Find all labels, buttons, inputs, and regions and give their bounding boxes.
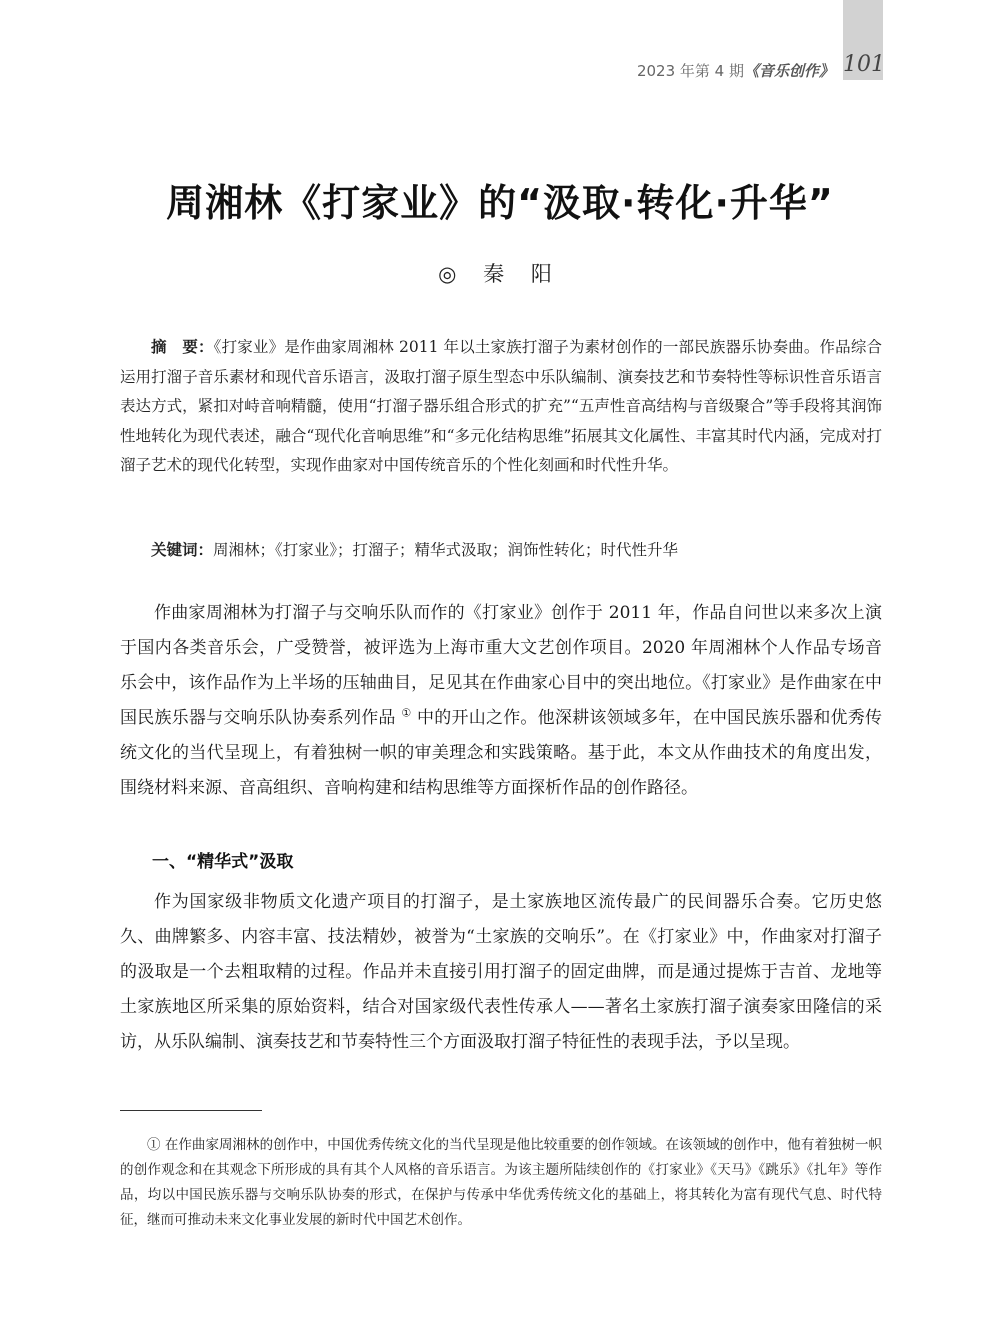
- footnote-divider: [120, 1110, 262, 1111]
- body-paragraph-1: [120, 596, 882, 806]
- article-title: 周湘林《打家业》的“汲取·转化·升华”: [166, 181, 834, 225]
- keywords-label: 关键词：: [151, 541, 214, 559]
- article-author: ◎ 秦 阳: [438, 262, 562, 286]
- issue-label: 2023 年第 4 期: [636, 62, 744, 80]
- journal-name: 《音乐创作》: [743, 62, 834, 80]
- abstract-text: 《打家业》是作曲家周湘林 2011 年以土家族打溜子为素材创作的一部民族器乐协奏曲。作品综合运用打溜子音乐素材和现代音乐语言，汲取打溜子原生型态中乐队编制、演奏技艺和节奏特性等标识性音乐语言表达方式，紧扣对峙音响精髓，使用“打溜子器乐组合形式的扩充”“五声性音高结构与音级聚合”等手段将其润饰性地转化为现代表述，融合“现代化音响思维”和“多元化结构思维”拓展其文化属性、丰富其时代内涵，完成对打溜子艺术的现代化转型，实现作曲家对中国传统音乐的个性化刻画和时代性升华。: [120, 338, 882, 474]
- running-header: [637, 60, 834, 81]
- paragraph-text: 中的开山之作。他深耕该领域多年，在中国民族乐器和优秀传统文化的当代呈现上，有着独树一帜的审美理念和实践策略。基于此，本文从作曲技术的角度出发，围绕材料来源、音高组织、音响构建和结构思维等方面探析作品的创作路径。: [120, 708, 883, 798]
- keywords-text: 周湘林；《打家业》；打溜子；精华式汲取；润饰性转化；时代性升华: [213, 541, 679, 559]
- page-number: 101: [843, 52, 885, 77]
- section-heading: 一、“精华式”汲取: [152, 852, 294, 872]
- abstract: [120, 333, 882, 481]
- paragraph-text: 作曲家周湘林为打溜子与交响乐队而作的《打家业》创作于 2011 年，作品自问世以来多次上演于国内各类音乐会，广受赞誉，被评选为上海市重大文艺创作项目。2020 年周湘林个人作品专场音乐会中，该作品作为上半场的压轴曲目，足见其在作曲家心目中的突出地位。《打家业》是作曲家在中国民族乐器与交响乐队协奏系列作品: [120, 603, 882, 728]
- footnote: ① 在作曲家周湘林的创作中，中国优秀传统文化的当代呈现是他比较重要的创作领域。在该领域的创作中，他有着独树一帜的创作观念和在其观念下所形成的具有其个人风格的音乐语言。为该主题所陆续创作的《打家业》《天马》《跳乐》《扎年》等作品，均以中国民族乐器与交响乐队协奏的形式，在保护与传承中华优秀传统文化的基础上，将其转化为富有现代气息、时代特征，继而可推动未来文化事业发展的新时代中国艺术创作。: [120, 1137, 882, 1228]
- abstract-label: 摘 要：: [151, 338, 214, 356]
- footnote-reference[interactable]: ①: [401, 706, 412, 720]
- body-paragraph-2: 作为国家级非物质文化遗产项目的打溜子，是土家族地区流传最广的民间器乐合奏。它历史悠久、曲牌繁多、内容丰富、技法精妙，被誉为“土家族的交响乐”。在《打家业》中，作曲家对打溜子的汲取是一个去粗取精的过程。作品并未直接引用打溜子的固定曲牌，而是通过提炼于吉首、龙地等土家族地区所采集的原始资料，结合对国家级代表性传承人——著名土家族打溜子演奏家田隆信的采访，从乐队编制、演奏技艺和节奏特性三个方面汲取打溜子特征性的表现手法，予以呈现。: [120, 892, 882, 1052]
- keywords: [120, 536, 882, 564]
